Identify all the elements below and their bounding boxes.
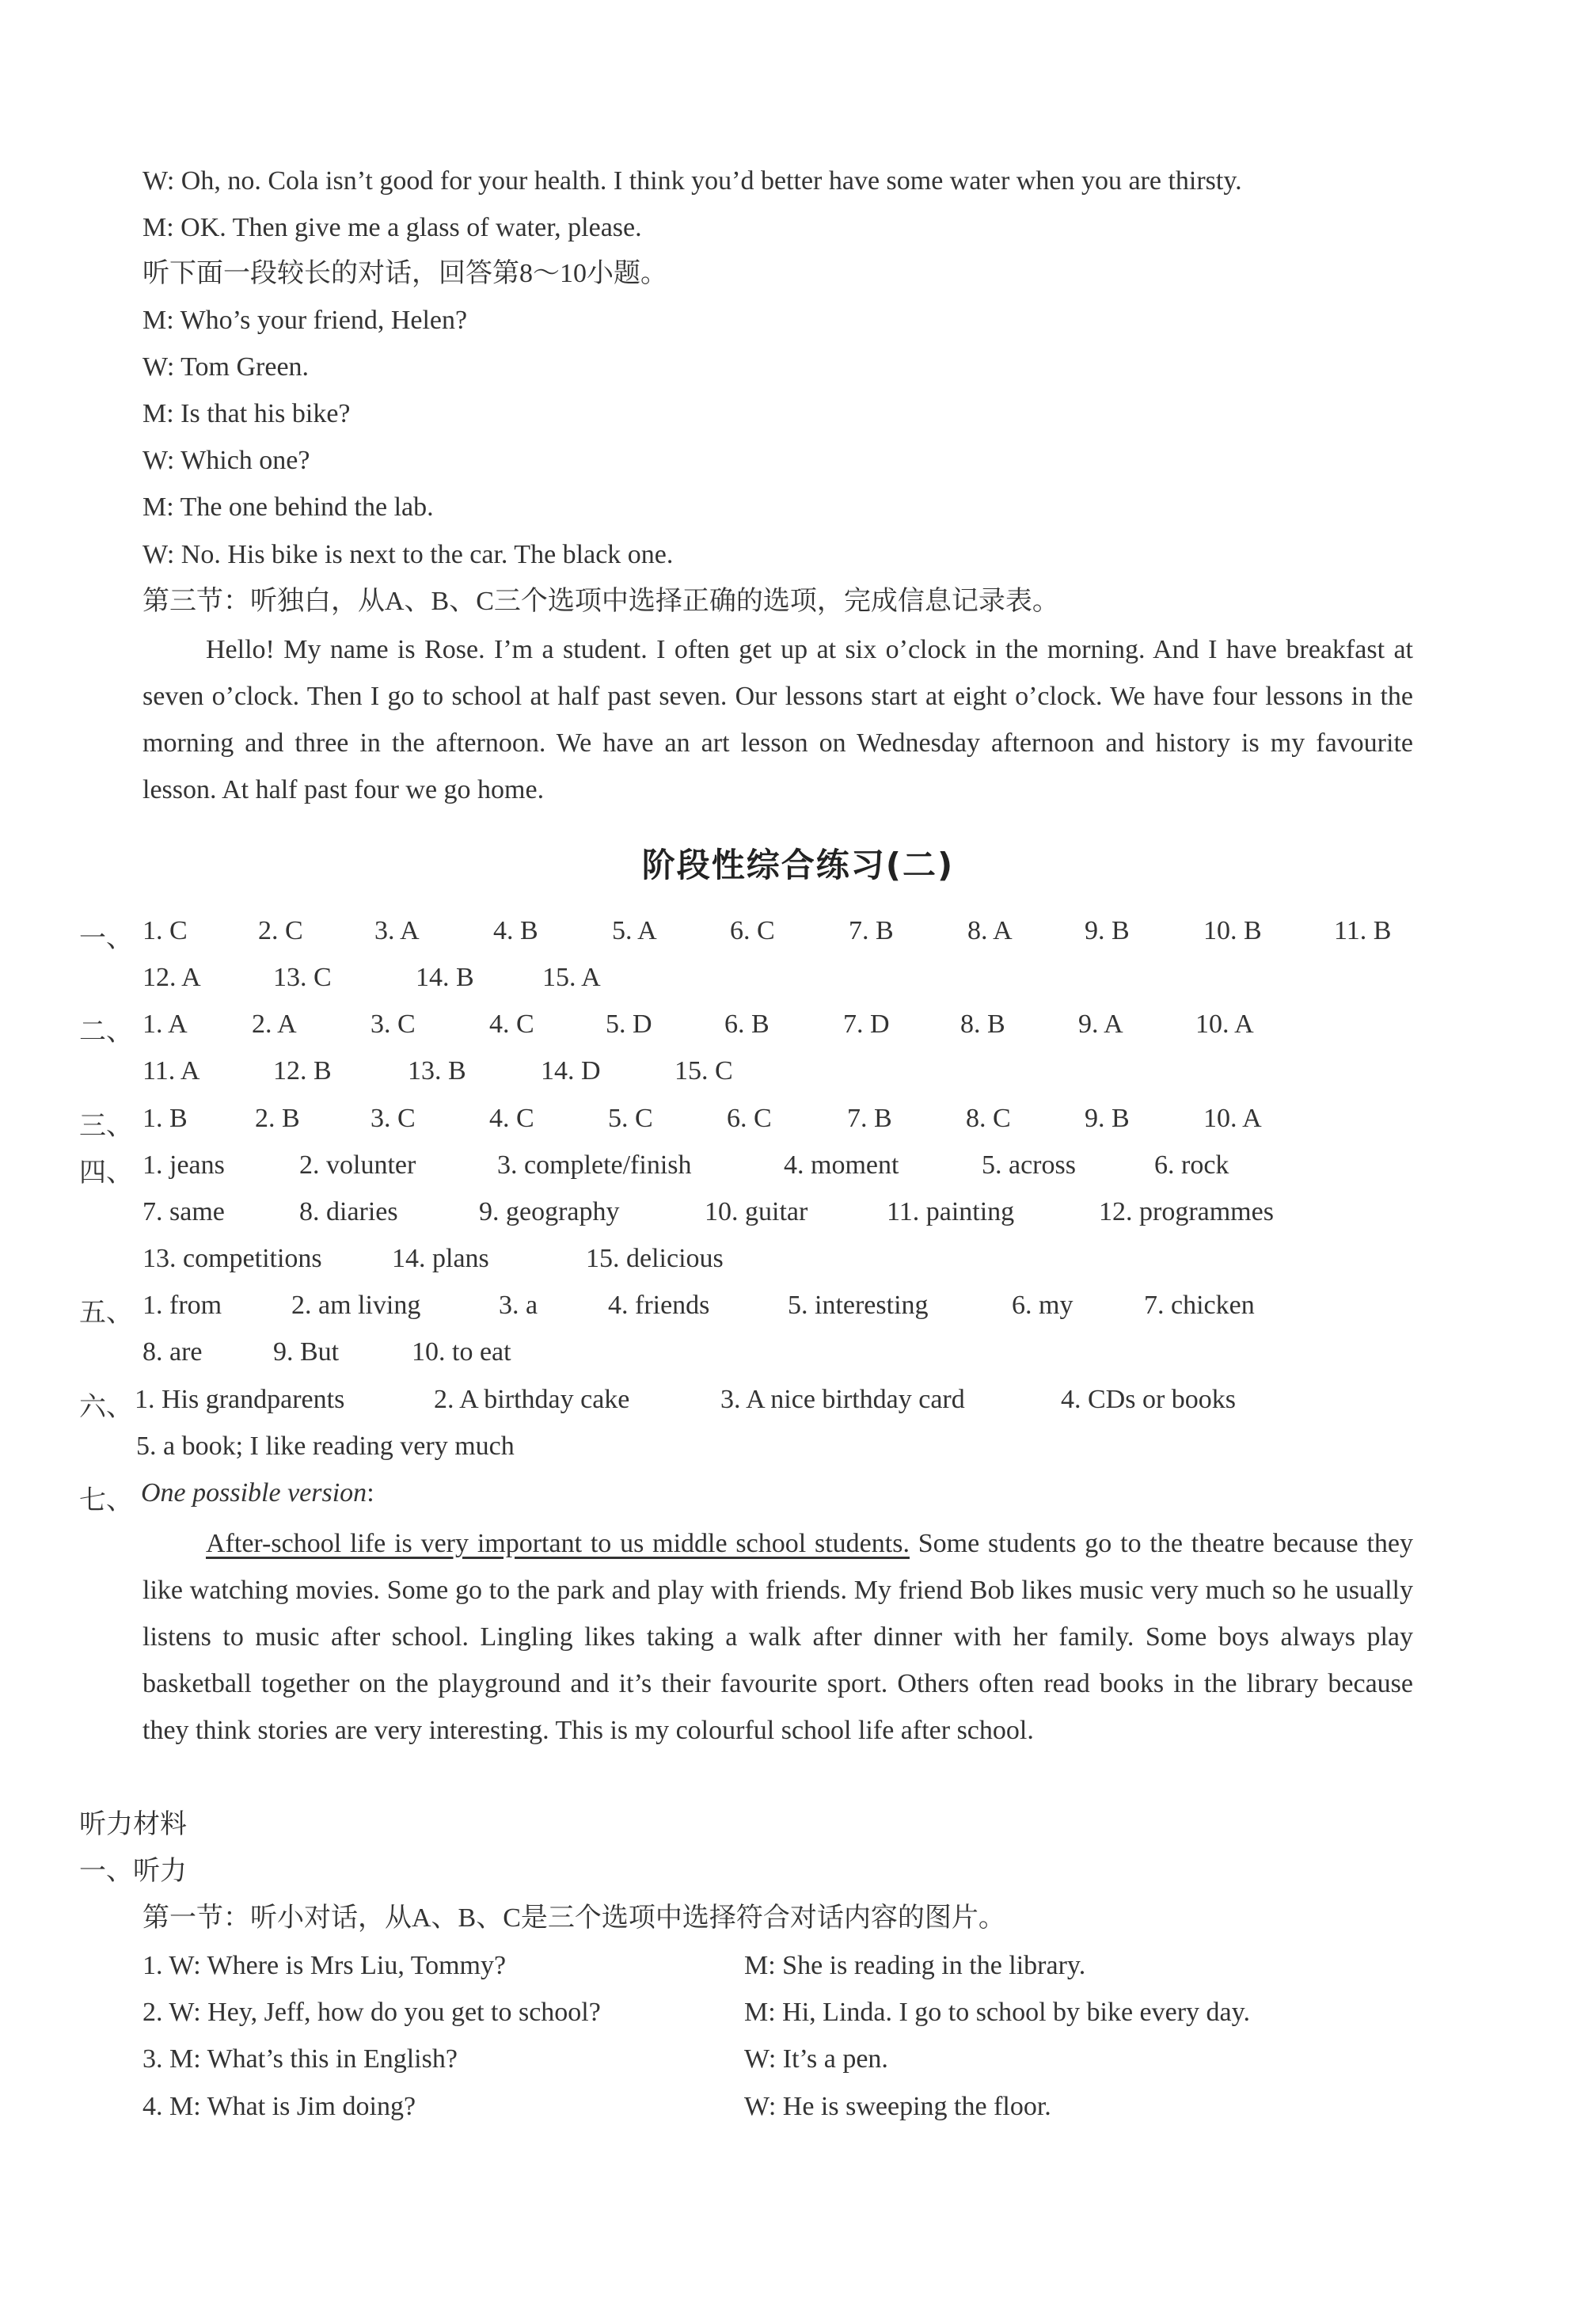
answer-item: 5. interesting: [788, 1291, 929, 1320]
section-label: 三、: [79, 1112, 133, 1141]
answer-item: 5. across: [982, 1150, 1076, 1180]
answer-item: 6. C: [727, 1104, 772, 1133]
answer-item: 4. C: [489, 1104, 534, 1133]
answer-item: 7. D: [843, 1010, 890, 1039]
answer-item: 4. CDs or books: [1061, 1385, 1237, 1414]
answer-item: 8. diaries: [299, 1197, 398, 1226]
answer-item: 6. B: [724, 1010, 770, 1039]
answer-item: 7. B: [847, 1104, 892, 1133]
instruction-line: 第三节：听独白，从A、B、C三个选项中选择正确的选项，完成信息记录表。: [142, 587, 1059, 616]
answer-item: 12. B: [273, 1056, 332, 1086]
answer-item: 10. guitar: [705, 1197, 808, 1226]
answer-item: 2. am living: [291, 1291, 421, 1320]
answer-item: 8. are: [142, 1337, 203, 1367]
listening-question: 4. M: What is Jim doing?: [142, 2092, 416, 2121]
answer-item: 7. B: [849, 916, 894, 945]
listening-answer: W: He is sweeping the floor.: [744, 2092, 1051, 2121]
answer-item: 1. C: [142, 916, 188, 945]
answer-item: 10. to eat: [412, 1337, 511, 1367]
answer-item: 8. B: [960, 1010, 1005, 1039]
answer-item: 1. His grandparents: [135, 1385, 345, 1414]
answer-item: 14. plans: [392, 1244, 489, 1273]
answer-item: 15. delicious: [586, 1244, 724, 1273]
dialogue-line: M: Who’s your friend, Helen?: [142, 306, 468, 335]
answer-item: 3. A: [374, 916, 420, 945]
answer-item: 5. A: [612, 916, 657, 945]
answer-item: 2. voluntеr: [299, 1150, 416, 1180]
listening-answer: W: It’s a pen.: [744, 2044, 888, 2074]
answer-item: 1. B: [142, 1104, 188, 1133]
dialogue-line: W: No. His bike is next to the car. The black one.: [142, 540, 674, 569]
section-label: 七、: [79, 1486, 133, 1515]
dialogue-line: W: Which one?: [142, 446, 310, 475]
dialogue-line: M: OK. Then give me a glass of water, please.: [142, 213, 642, 242]
answer-item: 5. a book; I like reading very much: [136, 1432, 515, 1461]
answer-item: 13. competitions: [142, 1244, 322, 1273]
answer-item: 11. B: [1334, 916, 1392, 945]
answer-item: 5. C: [608, 1104, 653, 1133]
answer-item: 9. But: [273, 1337, 340, 1367]
answer-item: 6. my: [1012, 1291, 1074, 1320]
answer-item: 3. C: [370, 1104, 416, 1133]
answer-item: 14. B: [416, 963, 474, 992]
section-label: 四、: [79, 1158, 133, 1188]
answer-item: 9. B: [1085, 1104, 1130, 1133]
answer-item: 12. programmes: [1099, 1197, 1274, 1226]
instruction-line: 听下面一段较长的对话，回答第8～10小题。: [142, 259, 667, 288]
essay-body: Some students go to the theatre because they like watching movies. Some go to the park and play with friends. My friend Bob likes music very much so he usually listens to music after school. Lingling likes taking a walk after dinner with her family. Some boys always play basketball together on the playground and it’s their favourite sport. Others often read books in the library because they think stories are very interesting. This is my colourful school life after school.: [142, 1529, 1414, 1745]
listening-question: 2. W: Hey, Jeff, how do you get to school?: [142, 1998, 601, 2027]
answer-item: 11. painting: [887, 1197, 1015, 1226]
answer-item: 14. D: [541, 1056, 601, 1086]
answer-item: 10. B: [1203, 916, 1262, 945]
answer-item: 7. chicken: [1144, 1291, 1255, 1320]
listening-section-instruction: 第一节：听小对话，从A、B、C是三个选项中选择符合对话内容的图片。: [142, 1903, 1005, 1933]
answer-item: 15. C: [674, 1056, 733, 1086]
answer-item: 12. A: [142, 963, 201, 992]
answer-item: 1. A: [142, 1010, 188, 1039]
answer-item: 3. complete/finish: [497, 1150, 692, 1180]
answer-item: 11. A: [142, 1056, 200, 1086]
answer-item: 9. B: [1085, 916, 1130, 945]
answer-item: 2. A: [252, 1010, 297, 1039]
answer-item: 13. C: [273, 963, 332, 992]
essay-paragraph: [142, 1520, 1413, 1754]
answer-item: 15. A: [542, 963, 601, 992]
answer-item: 2. A birthday cake: [434, 1385, 630, 1414]
monologue-paragraph: Hello! My name is Rose. I’m a student. I often get up at six o’clock in the morning. And I have breakfast at seven o’clock. Then I go to school at half past seven. Our lessons start at eight o’clock. We have four lessons in the morning and three in the afternoon. We have an art lesson on Wednesday afternoon and history is my favourite lesson. At half past four we go home.: [142, 635, 1413, 804]
section-label: 一、: [79, 924, 133, 953]
answer-item: 7. same: [142, 1197, 225, 1226]
dialogue-line: W: Oh, no. Cola isn’t good for your health. I think you’d better have some water when you are thirsty.: [142, 166, 1242, 196]
answer-item: 3. A nice birthday card: [720, 1385, 965, 1414]
answer-item: 3. C: [370, 1010, 416, 1039]
dialogue-line: W: Tom Green.: [142, 352, 310, 382]
listening-answer: M: Hi, Linda. I go to school by bike every day.: [744, 1998, 1250, 2027]
answer-item: 4. C: [489, 1010, 534, 1039]
dialogue-line: M: Is that his bike?: [142, 399, 351, 428]
essay-topic-sentence: After-school life is very important to us middle school students.: [206, 1529, 910, 1558]
section-label: 五、: [79, 1298, 133, 1328]
answer-item: 9. geography: [479, 1197, 620, 1226]
answer-item: 3. a: [499, 1291, 538, 1320]
version-intro: One possible version:: [141, 1478, 374, 1508]
section-label: 二、: [79, 1017, 133, 1047]
answer-item: 6. rock: [1154, 1150, 1229, 1180]
section-title: 阶段性综合练习(二): [641, 846, 955, 884]
answer-item: 9. A: [1078, 1010, 1123, 1039]
answer-item: 4. B: [493, 916, 538, 945]
answer-item: 10. A: [1195, 1010, 1254, 1039]
answer-item: 5. D: [606, 1010, 652, 1039]
answer-item: 8. A: [967, 916, 1013, 945]
answer-item: 4. moment: [784, 1150, 899, 1180]
section-label: 六、: [79, 1393, 133, 1422]
listening-part: 一、听力: [79, 1857, 187, 1886]
answer-item: 1. from: [142, 1291, 222, 1320]
answer-item: 13. B: [408, 1056, 466, 1086]
listening-heading: 听力材料: [79, 1810, 187, 1839]
answer-item: 2. C: [258, 916, 303, 945]
listening-question: 1. W: Where is Mrs Liu, Tommy?: [142, 1951, 507, 1980]
answer-item: 8. C: [966, 1104, 1011, 1133]
answer-item: 6. C: [730, 916, 775, 945]
listening-answer: M: She is reading in the library.: [744, 1951, 1086, 1980]
answer-item: 10. A: [1203, 1104, 1262, 1133]
answer-item: 4. friends: [608, 1291, 710, 1320]
answer-item: 1. jeans: [142, 1150, 225, 1180]
listening-question: 3. M: What’s this in English?: [142, 2044, 458, 2074]
dialogue-line: M: The one behind the lab.: [142, 492, 434, 522]
answer-item: 2. B: [255, 1104, 300, 1133]
